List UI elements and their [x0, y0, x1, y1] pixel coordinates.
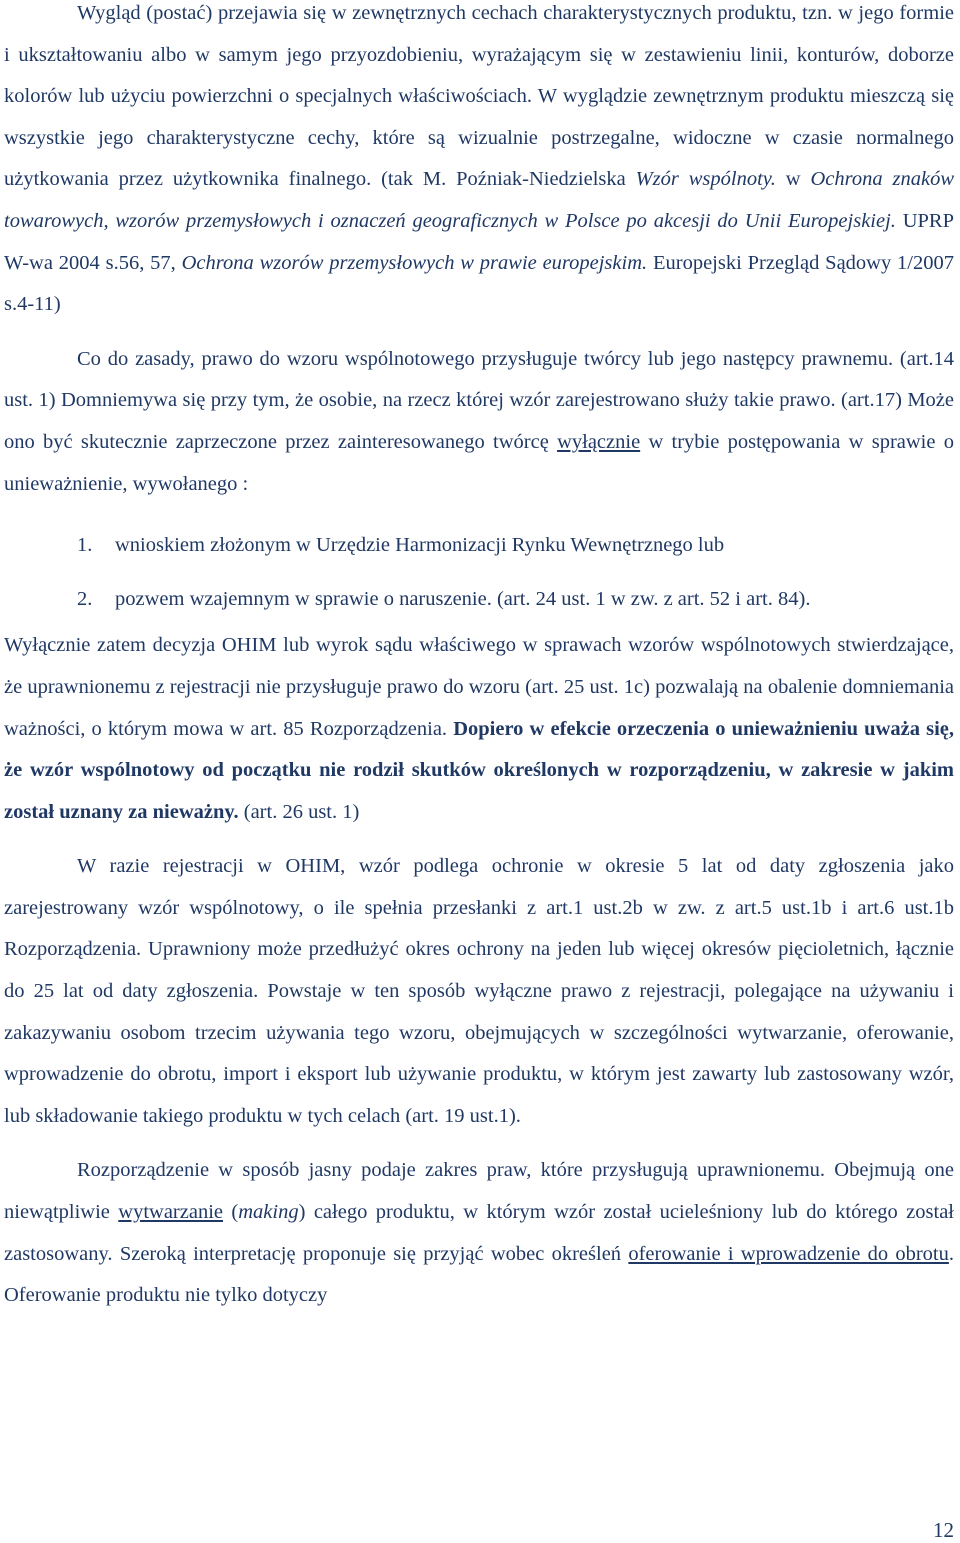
paragraph-scope-of-rights: [4, 1150, 954, 1316]
paragraph-right-holder: [4, 339, 954, 505]
underlined-term: wytwarzanie: [118, 1201, 224, 1224]
list-item: [4, 579, 954, 621]
numbered-list: [4, 525, 954, 620]
italic-citation: Wzór wspólnoty.: [635, 168, 776, 191]
text: . Oferowanie produktu nie tylko dotyczy: [4, 1242, 954, 1307]
paragraph-protection-period: [4, 846, 954, 1137]
text: ) całego produktu, w którym wzór został ucieleśniony lub do którego został zastosowany. Szeroką interpretację proponuje się przyjąć wobec określeń: [4, 1201, 955, 1265]
italic-citation: Ochrona znaków towarowych, wzorów przemysłowych i oznaczeń geograficznych w Polsce po akcesji do Unii Europejskiej.: [4, 168, 954, 232]
list-text: pozwem wzajemnym w sprawie o naruszenie. (art. 24 ust. 1 w zw. z art. 52 i art. 84).: [115, 587, 811, 610]
text: W razie rejestracji w OHIM, wzór podlega ochronie w okresie 5 lat od daty zgłoszenia jako zarejestrowany wzór wspólnotowy, o ile spełnia przesłanki z art.1 ust.2b w zw. z art.5 ust.1b i art.6 ust.1b Rozporządzenia. Uprawniony może przedłużyć okres ochrony na jeden lub więcej okresów pięcioletnich, łącznie do 25 lat od daty zgłoszenia. Powstaje w ten sposób wyłączne prawo z rejestracji, polegające na używaniu i zakazywaniu osobom trzecim używania tego wzoru, obejmujących w szczególności wytwarzanie, oferowanie, wprowadzenie do obrotu, import i eksport lub używanie produktu, w którym jest zawarty lub zastosowany wzór, lub składowanie takiego produktu w tych celach (art. 19 ust.1).: [4, 855, 954, 1127]
list-item: [4, 525, 954, 567]
underlined-term: oferowanie i wprowadzenie do obrotu: [628, 1242, 949, 1265]
text: w: [775, 168, 811, 191]
underlined-term: wyłącznie: [557, 430, 641, 453]
text: Wygląd (postać) przejawia się w zewnętrznych cechach charakterystycznych produktu, tzn. w jego formie i ukształtowaniu albo w samym jego przyozdobieniu, wyrażającym się w zestawieniu linii, konturów, doborze kolorów lub użyciu powierzchni o specjalnych właściwościach. W wyglądzie zewnętrznym produktu mieszczą się wszystkie jego charakterystyczne cechy, które są wizualnie postrzegalne, widoczne w czasie normalnego użytkowania przez użytkownika finalnego. (tak M. Poźniak-Niedzielska: [4, 2, 954, 191]
bold-text: Dopiero w efekcie orzeczenia o unieważnieniu uważa się, że wzór wspólnotowy od początku nie rodził skutków określonych w rozporządzeniu, w zakresie w jakim został uznany za nieważny.: [4, 717, 954, 823]
text: Co do zasady, prawo do wzoru wspólnotowego przysługuje twórcy lub jego następcy prawnemu. (art.14 ust. 1) Domniemywa się przy tym, że osobie, na rzecz której wzór zarejestrowano służy takie prawo. (art.17) Może ono być skutecznie zaprzeczone przez zainteresowanego twórcę: [4, 347, 954, 453]
text: w trybie postępowania w sprawie o unieważnienie, wywołanego :: [4, 430, 954, 495]
list-text: wnioskiem złożonym w Urzędzie Harmonizacji Rynku Wewnętrznego lub: [115, 534, 725, 557]
text: Wyłącznie zatem decyzja OHIM lub wyrok sądu właściwego w sprawach wzorów wspólnotowych stwierdzające, że uprawnionemu z rejestracji nie przysługuje prawo do wzoru (art. 25 ust. 1c) pozwalają na obalenie domniemania ważności, o którym mowa w art. 85 Rozporządzenia.: [4, 634, 954, 740]
page-number: 12: [933, 1518, 954, 1542]
italic-term: making: [238, 1201, 299, 1224]
text: Rozporządzenie w sposób jasny podaje zakres praw, które przysługują uprawnionemu. Obejmują one niewątpliwie: [4, 1159, 954, 1224]
text: Europejski Przegląd Sądowy 1/2007 s.4-11): [4, 251, 954, 316]
list-number: 1.: [77, 534, 93, 557]
text: (: [223, 1201, 239, 1224]
text: UPRP W-wa 2004 s.56, 57,: [4, 209, 954, 274]
document-page: [4, 0, 954, 1317]
list-number: 2.: [77, 587, 93, 610]
text: (art. 26 ust. 1): [238, 800, 360, 823]
paragraph-invalidity: [4, 625, 954, 833]
italic-citation: Ochrona wzorów przemysłowych w prawie europejskim.: [181, 251, 648, 274]
paragraph-appearance: [4, 0, 954, 326]
